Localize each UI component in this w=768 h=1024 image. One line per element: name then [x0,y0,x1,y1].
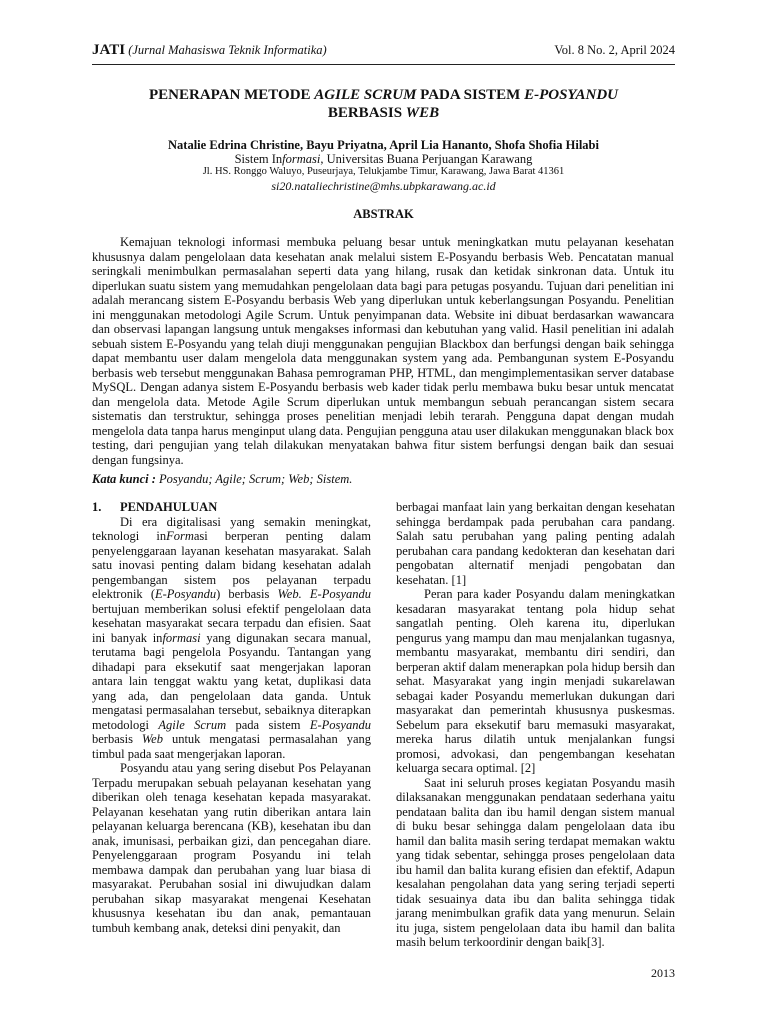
text-run: Web. E-Posyandu [277,587,371,601]
keywords [92,472,674,487]
affiliation [92,152,675,167]
text-run: ) berbasis [216,587,278,601]
journal-short-name: JATI [92,42,126,58]
text-run: Di era digitalisasi yang semakin meningkat, teknologi in [92,514,371,543]
title-part: E-POSYANDU [524,87,618,103]
title-part: AGILE SCRUM [314,87,417,103]
section-heading [92,500,371,515]
affiliation-part: , Universitas Buana Perjuangan Karawang [320,152,533,166]
section-title: PENDAHULUAN [120,500,218,514]
abstract-text: Kemajuan teknologi informasi membuka peluang besar untuk meningkatkan mutu pelayanan kesehatan khususnya dalam pengelolaan data kesehatan anak melalui sistem E-Posyandu berbasis Web. Pencatatan manual seringkali menimbulkan permasalahan seperti data yang hilang, rusak dan ketidak sinkronan data. Untuk itu diperlukan suatu sistem yang memudahkan pengelolaan data bagi para petugas posyandu. Tujuan dari penelitian ini adalah merancang sistem E-Posyandu berbasis Web yang diperlukan untuk keberlangsungan Posyandu. Penelitian ini menggunakan metodologi Agile Scrum. Untuk penyimpanan data. Website ini dibuat berdasarkan wawancara dan observasi lapangan langsung untuk mengakses informasi dan kebutuhan yang valid. Hasil penelitian ini adalah sebuah sistem E-Posyandu yang telah diuji menggunakan pengujian Blackbox dan berfungsi dengan baik sehingga dapat membantu user dalam mengelola data menggunakan system yang ada. Pembangunan system E-Posyandu berbasis web tersebut menggunakan Bahasa pemrograman PHP, HTML, dan mengimplementasikan server database MySQL. Dengan adanya sistem E-Posyandu berbasis web kader tidak perlu membawa buku besar untuk mencatat dan mengelola data. Metode Agile Scrum diperlukan untuk membangun sebuah perancangan sistem secara sistematis dan terstruktur, sehingga proses penelitian menjadi lebih terarah. Pengguna dapat dengan mudah mengelola data tanpa harus menginput ulang data. Pengujian pengguna atau user dilakukan menggunakan black box testing, dari pengujian yang telah dilakukan menyatakan bahwa fitur sistem berfungsi dengan baik dan sesuai dengan fungsinya. [92,235,674,467]
paragraph: Posyandu atau yang sering disebut Pos Pelayanan Terpadu merupakan sebuah pelayanan kesehatan yang diberikan oleh tenaga kesehatan kepada masyarakat. Pelayanan kesehatan yang rutin diberikan antara lain pelayanan keluarga berencana (KB), kesehatan ibu dan anak, imunisasi, perbaikan gizi, dan pencegahan diare. Penyelenggaraan program Posyandu ini telah membawa dampak dan perubahan yang luar biasa di masyarakat. Perubahan sosial ini diwujudkan dalam perubahan sikap masyarakat mengenai Kesehatan khususnya kesehatan ibu dan anak, pemantauan tumbuh kembang anak, deteksi dini penyakit, dan [92,761,371,935]
keywords-value: Posyandu; Agile; Scrum; Web; Sistem. [159,472,353,486]
text-run: pada sistem [226,717,310,732]
left-column [92,500,371,935]
text-run: E-Posyandu [155,587,217,601]
volume-info: Vol. 8 No. 2, April 2024 [554,43,675,57]
author-list: Natalie Edrina Christine, Bayu Priyatna, April Lia Hananto, Shofa Shofia Hilabi [168,138,599,152]
title-part: BERBASIS [327,105,406,121]
running-header [92,42,675,65]
text-run: yang digunakan secara manual, terutama bagi pengelola Posyandu. Tantangan yang dihadapi para eksekutif saat mengerjakan laporan antara lain tenggat waktu yang ketat, duplikasi data yang ada, dan pengelolaan data ganda. Untuk mengatasi permasalahan tersebut, sebaiknya diterapkan metodologi [92,630,371,732]
page-number: 2013 [651,966,675,980]
journal-full-name: (Jurnal Mahasiswa Teknik Informatika) [128,43,327,57]
text-run: E-Posyandu [309,717,371,732]
address: Jl. HS. Ronggo Waluyo, Puseurjaya, Telukjambe Timur, Karawang, Jawa Barat 41361 [202,166,565,177]
section-number: 1. [92,500,102,514]
author-email: si20.nataliechristine@mhs.ubpkarawang.ac.id [271,179,496,193]
title-part: PENERAPAN METODE [149,87,315,103]
text-run: Agile Scrum [158,717,227,732]
paragraph: berbagai manfaat lain yang berkaitan dengan kesehatan sehingga berdampak pada perubahan cara pandang. Salah satu perubahan yang paling penting adalah perubahan cara pandang kedokteran dan kesehatan dari pengobatan alternatif menjadi pengobatan dan kesehatan. [1] [396,500,675,587]
text-run: formasi [162,630,201,645]
paragraph: Saat ini seluruh proses kegiatan Posyandu masih dilaksanakan menggunakan pendataan sederhana yaitu pendataan balita dan ibu hamil dengan sistem manual di buku besar sehingga dalam pengelolaan data ibu hamil dan balita masih sering terdapat memakan waktu yang tidak sebentar, sehingga proses pengelolaan data ibu hamil dan balita kurang efisien dan efektif, Adapun kesalahan pengolahan data yang sering terjadi seperti tidak sesuainya data ibu dan balita sehingga tidak jarang menimbulkan grafik data yang menurun. Selain itu juga, sistem pengelolaan data ibu hamil dan balita masih belum terkoordinir dengan baik[3]. [396,775,675,949]
text-run: untuk mengatasi permasalahan yang timbul pada saat mengerjakan laporan. [92,732,371,761]
journal-title [92,42,327,59]
text-run: berbasis [92,732,142,746]
paper-title [92,86,675,122]
title-part: PADA SISTEM [416,87,525,103]
affiliation-part: formasi [282,152,321,166]
text-run: bertujuan memberikan solusi efektif pengelolaan data kesehatan masyarakat secara terpadu dan efisien. Saat ini banyak in [92,601,371,645]
affiliation-part: Sistem In [234,152,283,166]
text-run: Web [141,732,163,746]
text-run: Form [166,529,194,543]
right-column [396,500,675,950]
paragraph [92,515,371,762]
text-run: asi berperan penting dalam penyelenggaraan layanan kesehatan masyarakat. Salah satu inovasi penting dalam bidang kesehatan adalah pengembangan sistem pos pelayanan terpadu elektronik ( [92,529,371,601]
keywords-label: Kata kunci : [92,472,156,486]
abstract-heading: ABSTRAK [353,207,414,221]
title-part: WEB [405,105,440,121]
paragraph: Peran para kader Posyandu dalam meningkatkan kesadaran masyarakat tentang pola hidup sehat sangatlah penting. Oleh karena itu, diperlukan pengurus yang mampu dan mau menjalankan tugasnya, membantu masyarakat, membantu diri sendiri, dan berperan aktif dalam menerapkan pola hidup bersih dan sehat. Masyarakat yang ingin menjadi sukarelawan sebagai kader Posyandu memerlukan dukungan dari masyarakat dan pemerintah khususnya puskesmas. Sebelum para eksekutif baru memasuki masyarakat, mereka harus dilatih untuk menjalankan fungsi promosi, advokasi, dan pengembangan kesehatan keluarga secara optimal. [2] [396,587,675,775]
